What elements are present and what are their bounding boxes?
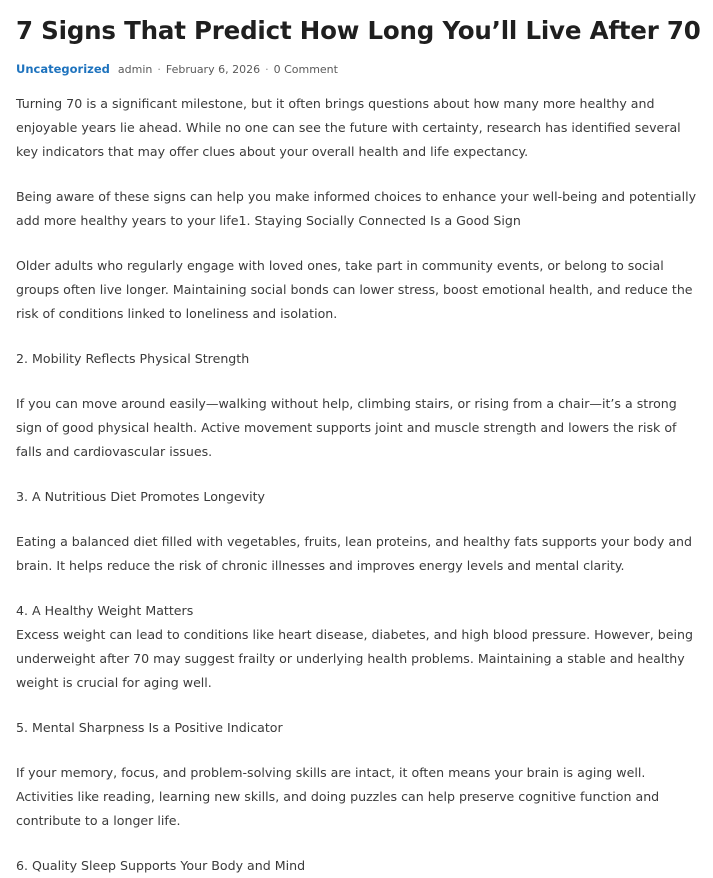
article-content [16, 92, 706, 878]
paragraph-mobility: If you can move around easily—walking without help, climbing stairs, or rising from a chair—it’s a strong sign of good physical health. Active movement supports joint and muscle strength and lowers the risk of falls and cardiovascular issues. [16, 396, 677, 459]
author-link[interactable]: admin [117, 63, 153, 76]
heading-mobility: 2. Mobility Reflects Physical Strength [16, 351, 250, 366]
post-meta [16, 61, 706, 77]
article-title: 7 Signs That Predict How Long You’ll Live After 70 [16, 16, 701, 45]
paragraph-awareness: Being aware of these signs can help you make informed choices to enhance your well-being and potentially add more healthy years to your life1. Staying Socially Connected Is a Good Sign [16, 189, 697, 228]
comments-link[interactable]: 0 Comment [273, 63, 338, 76]
paragraph-intro: Turning 70 is a significant milestone, but it often brings questions about how many more healthy and enjoyable years lie ahead. While no one can see the future with certainty, research has identified several key indicators that may offer clues about your overall health and life expectancy. [16, 96, 681, 159]
paragraph-social: Older adults who regularly engage with loved ones, take part in community events, or belong to social groups often live longer. Maintaining social bonds can lower stress, boost emotional health, and reduce the risk of conditions linked to loneliness and isolation. [16, 258, 693, 321]
category-link[interactable]: Uncategorized [16, 62, 110, 76]
heading-mental: 5. Mental Sharpness Is a Positive Indicator [16, 720, 283, 735]
paragraph-diet: Eating a balanced diet filled with vegetables, fruits, lean proteins, and healthy fats supports your body and brain. It helps reduce the risk of chronic illnesses and improves energy levels and mental clarity. [16, 534, 693, 573]
paragraph-weight: Excess weight can lead to conditions like heart disease, diabetes, and high blood pressure. However, being underweight after 70 may suggest frailty or underlying health problems. Maintaining a stable and healthy weight is crucial for aging well. [16, 627, 693, 690]
paragraph-mental: If your memory, focus, and problem-solving skills are intact, it often means your brain is aging well. Activities like reading, learning new skills, and doing puzzles can help preserve cognitive function and contribute to a longer life. [16, 765, 660, 828]
meta-separator: · [265, 63, 269, 76]
heading-diet: 3. A Nutritious Diet Promotes Longevity [16, 489, 265, 504]
post-date[interactable]: February 6, 2026 [165, 63, 261, 76]
heading-weight: 4. A Healthy Weight Matters [16, 603, 194, 618]
meta-separator: · [157, 63, 161, 76]
heading-sleep: 6. Quality Sleep Supports Your Body and Mind [16, 858, 306, 873]
